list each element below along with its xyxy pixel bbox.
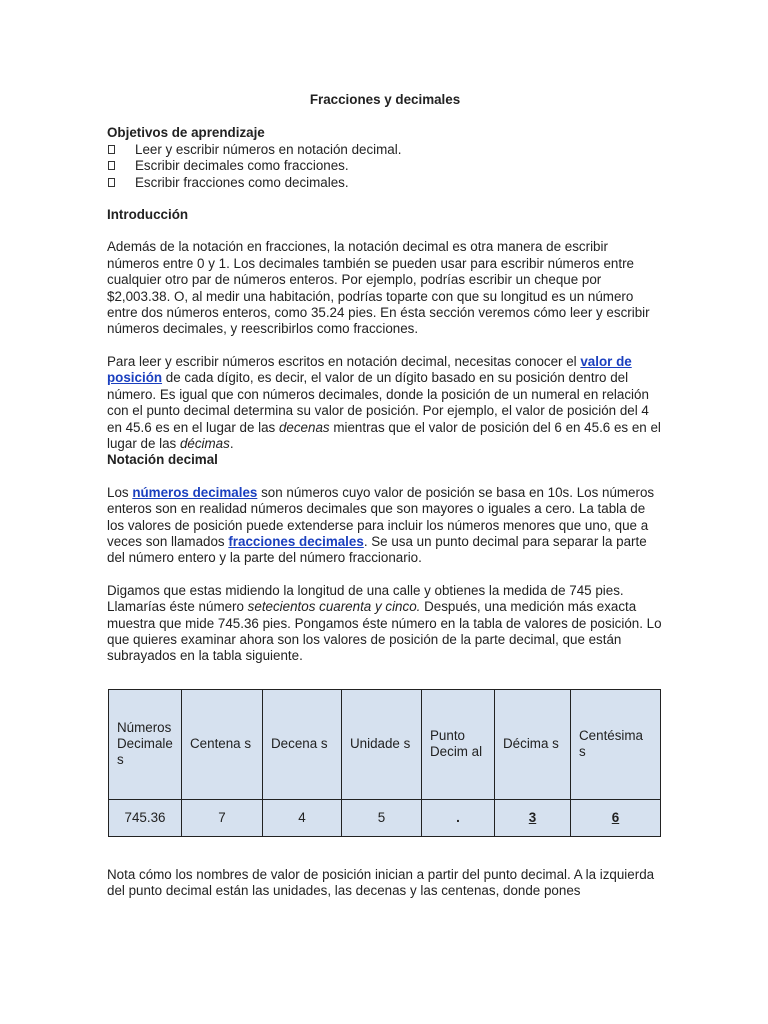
table-cell: 3 [495, 799, 571, 836]
table-header-cell: Centena s [182, 689, 263, 799]
document-title: Fracciones y decimales [309, 92, 461, 107]
table-row [109, 799, 661, 836]
intro-paragraph-2: Para leer y escribir números escritos en notación decimal, necesitas conocer el valor de posición de cada dígito, es decir, el valor de un dígito basado en su posición dentro del número. Es igual que con números decimales, donde la posición de un numeral en relación con el punto decimal determina su valor de posición. Por ejemplo, el valor de posición del 4 en 45.6 es en el lugar de las decenas mientras que el valor de posición del 6 en 45.6 es en el lugar de las décimas. [107, 353, 661, 451]
decimal-paragraph-2: Digamos que estas midiendo la longitud de una calle y obtienes la medida de 745 pies. Llamarías éste número setecientos cuarenta y cinco. Después, una medición más exacta muestra que mide 745.36 pies. Pongamos éste número en la tabla de valores de posición. Lo que quieres examinar ahora son los valores de posición de la parte decimal, que están subrayados en la tabla siguiente. [107, 582, 662, 664]
intro-heading: Introducción [107, 207, 189, 223]
table-cell: . [422, 799, 495, 836]
table-cell: 6 [571, 799, 661, 836]
table-cell: 7 [182, 799, 263, 836]
place-value-table [108, 689, 661, 837]
document-page [107, 92, 663, 900]
objectives-heading: Objetivos de aprendizaje [107, 125, 265, 141]
table-cell: 4 [263, 799, 342, 836]
fracciones-decimales-link[interactable]: fracciones decimales [228, 533, 364, 549]
note-paragraph: Nota cómo los nombres de valor de posición inician a partir del punto decimal. A la izquierda del punto decimal están las unidades, las decenas y las centenas, donde pones [107, 866, 655, 899]
decimal-notation-heading: Notación decimal [107, 452, 218, 468]
table-header-cell: Unidade s [342, 689, 422, 799]
checkbox-bullet-icon [108, 145, 115, 154]
objectives-list [107, 142, 663, 191]
table-cell: 745.36 [109, 799, 182, 836]
table-header-cell: Punto Decim al [422, 689, 495, 799]
checkbox-bullet-icon [108, 178, 115, 187]
numeros-decimales-link[interactable]: números decimales [132, 484, 258, 500]
list-item: Leer y escribir números en notación decimal. [107, 142, 663, 158]
table-header-cell: Centésima s [571, 689, 661, 799]
table-header-cell: Decena s [263, 689, 342, 799]
checkbox-bullet-icon [108, 161, 115, 170]
table-cell: 5 [342, 799, 422, 836]
table-header-cell: Décima s [495, 689, 571, 799]
list-item: Escribir fracciones como decimales. [107, 175, 663, 191]
table-header-row [109, 689, 661, 799]
decimal-paragraph-1: Los números decimales son números cuyo valor de posición se basa en 10s. Los números enteros son en realidad números decimales que son mayores o iguales a cero. La tabla de los valores de posición puede extenderse para incluir los números menores que uno, que a veces son llamados fracciones decimales. Se usa un punto decimal para separar la parte del número entero y la parte del número fraccionario. [107, 484, 655, 566]
list-item: Escribir decimales como fracciones. [107, 158, 663, 174]
valor-de-posicion-link[interactable]: valor de posición [107, 353, 632, 386]
intro-paragraph-1: Además de la notación en fracciones, la notación decimal es otra manera de escribir números entre 0 y 1. Los decimales también se pueden usar para escribir números entre cualquier otro par de números enteros. Por ejemplo, podrías escribir un cheque por $2,003.38. O, al medir una habitación, podrías toparte con que su longitud es un número entre dos números enteros, como 35.24 pies. En ésta sección veremos cómo leer y escribir números decimales, y reescribirlos como fracciones. [107, 239, 650, 337]
table-header-cell: Números Decimale s [109, 689, 182, 799]
